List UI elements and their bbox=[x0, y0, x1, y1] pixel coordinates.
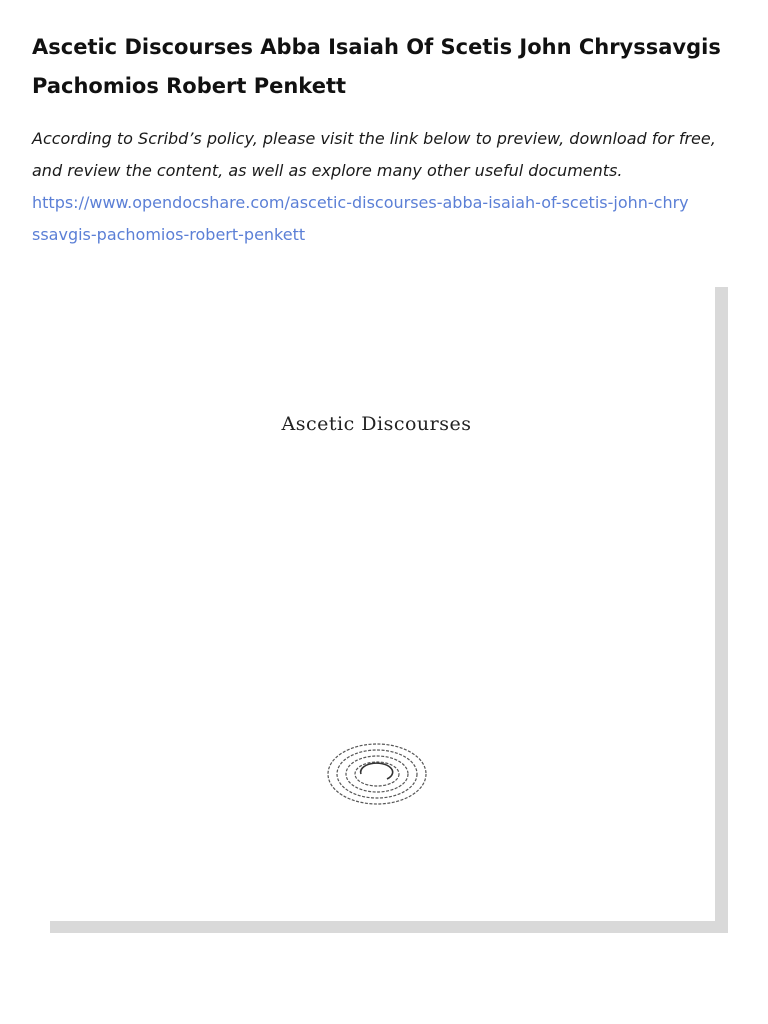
document-title: Ascetic Discourses Abba Isaiah Of Scetis John Chryssavgis Pachomios Robert Penkett bbox=[32, 35, 721, 98]
spiral-emblem-icon bbox=[325, 741, 429, 807]
page-preview-title: Ascetic Discourses bbox=[281, 413, 472, 435]
download-link[interactable]: https://www.opendocshare.com/ascetic-discourses-abba-isaiah-of-scetis-john-chryssavgis-pachomios-robert-penkett bbox=[32, 193, 689, 244]
policy-notice: According to Scribd’s policy, please visit the link below to preview, download for free, and review the content, as well as explore many other useful documents. bbox=[32, 129, 716, 180]
page-preview[interactable] bbox=[38, 275, 715, 921]
